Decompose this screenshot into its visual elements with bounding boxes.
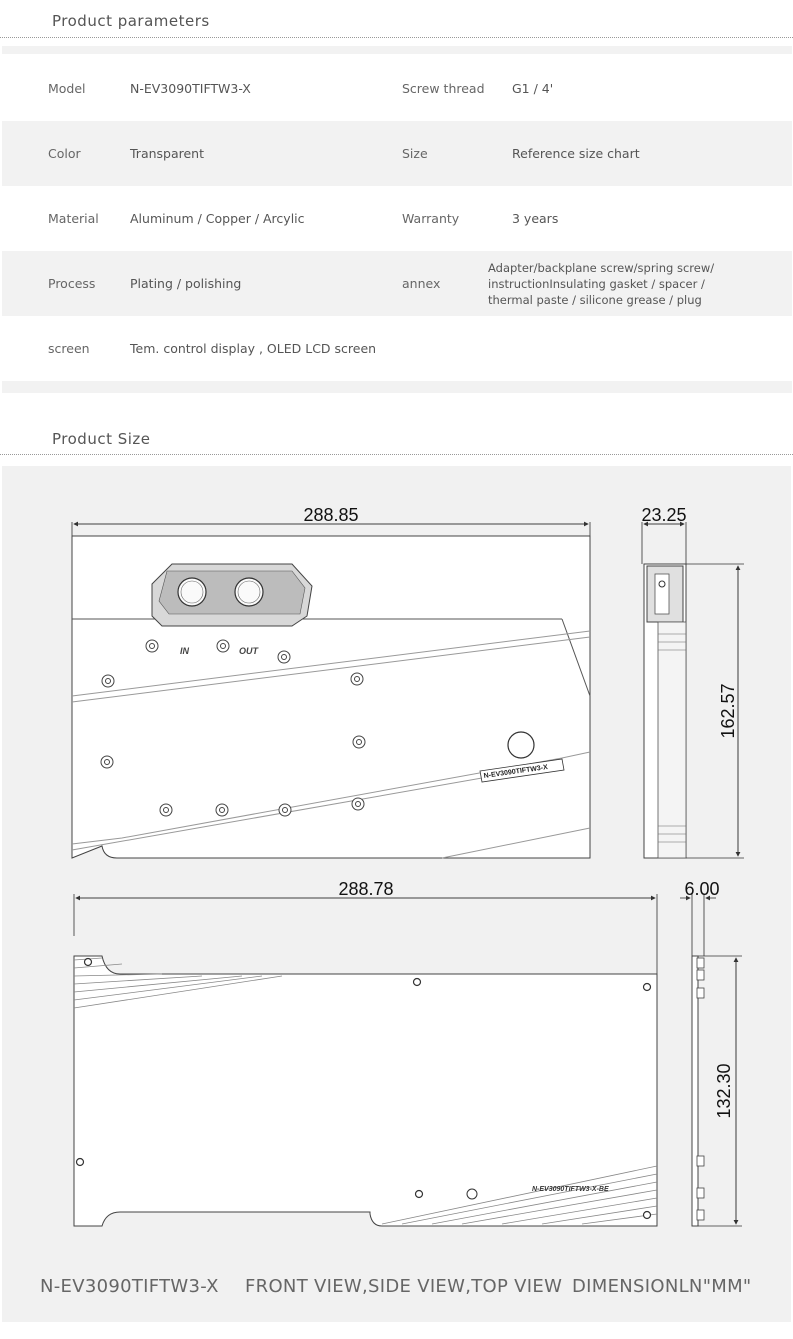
screen-value: Tem. control display , OLED LCD screen <box>130 341 377 356</box>
parameters-divider <box>0 37 793 38</box>
material-value: Aluminum / Copper / Arcylic <box>130 211 305 226</box>
back-height-dim: 132.30 <box>714 1063 734 1119</box>
model-value: N-EV3090TIFTW3-X <box>130 81 251 96</box>
screw-thread-label: Screw thread <box>402 81 485 96</box>
warranty-value: 3 years <box>512 211 559 226</box>
annex-value <box>488 251 768 316</box>
caption-model: N-EV3090TIFTW3-X <box>40 1276 219 1297</box>
table-row <box>2 316 792 381</box>
annex-line: Adapter/backplane screw/spring screw/ <box>488 260 715 275</box>
caption-units: DIMENSIONLN"MM" <box>572 1276 752 1297</box>
annex-line: thermal paste / silicone grease / plug <box>488 292 702 307</box>
logo-icon <box>508 732 534 758</box>
back-logo-icon <box>467 1189 477 1199</box>
process-value: Plating / polishing <box>130 276 242 291</box>
side-view <box>641 505 744 858</box>
annex-line: instructionInsulating gasket / spacer / <box>488 276 705 291</box>
table-row <box>2 251 792 316</box>
model-label: Model <box>48 81 86 96</box>
out-label: OUT <box>239 646 258 656</box>
back-model-plate: N-EV3090TIFTW3-X-BE <box>532 1186 609 1193</box>
caption-views: FRONT VIEW,SIDE VIEW,TOP VIEW <box>245 1276 563 1297</box>
front-height-dim: 162.57 <box>718 683 738 739</box>
size-label: Size <box>402 146 428 161</box>
table-row <box>2 121 792 186</box>
table-top-strip <box>2 46 792 54</box>
back-width-dim: 288.78 <box>338 879 394 899</box>
back-depth-dim: 6.00 <box>684 879 720 899</box>
screen-label: screen <box>48 341 90 356</box>
material-label: Material <box>48 211 99 226</box>
table-row <box>2 186 792 251</box>
color-label: Color <box>48 146 81 161</box>
table-bottom-strip <box>2 381 792 393</box>
color-value: Transparent <box>130 146 205 161</box>
in-label: IN <box>180 646 189 656</box>
warranty-label: Warranty <box>402 211 460 226</box>
size-drawing-panel <box>2 466 791 1322</box>
side-depth-dim: 23.25 <box>641 505 687 525</box>
front-view <box>72 505 590 858</box>
annex-label: annex <box>402 276 441 291</box>
size-divider <box>0 454 793 455</box>
parameters-table <box>2 56 792 381</box>
process-label: Process <box>48 276 96 291</box>
dimension-drawing <box>2 466 791 1322</box>
back-view <box>74 879 742 1226</box>
table-row <box>2 56 792 121</box>
size-title: Product Size <box>52 430 151 448</box>
front-width-dim: 288.85 <box>303 505 359 525</box>
size-value: Reference size chart <box>512 146 640 161</box>
parameters-title: Product parameters <box>52 12 210 30</box>
screw-thread-value: G1 / 4' <box>512 81 554 96</box>
front-model-plate: N-EV3090TIFTW3-X <box>483 764 549 780</box>
